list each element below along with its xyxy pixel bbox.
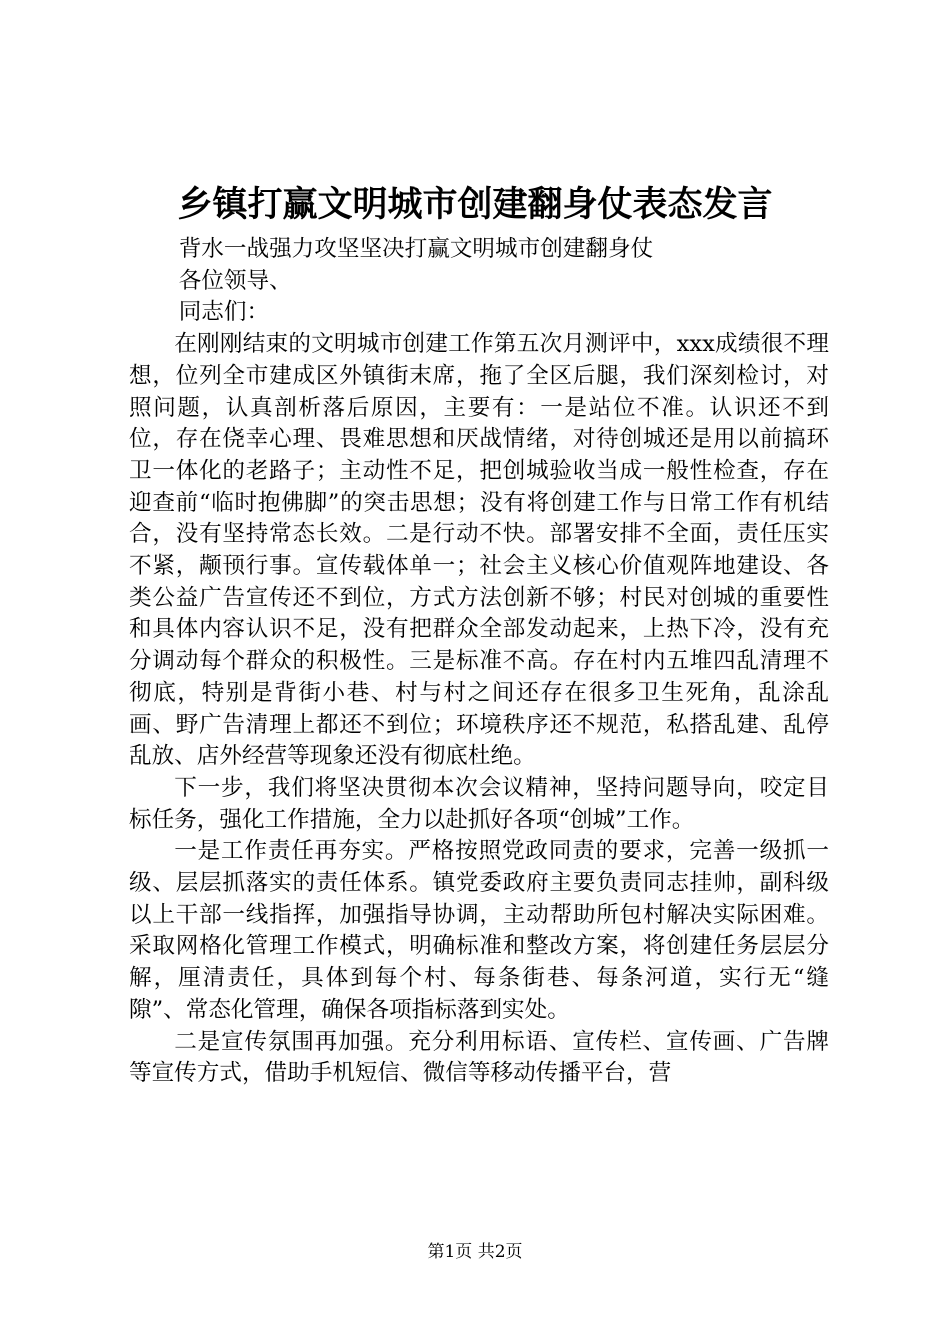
paragraph-self-review: 在刚刚结束的文明城市创建工作第五次月测评中，xxx成绩很不理想，位列全市建成区外镇街末席，拖了全区后腿，我们深刻检讨，对照问题，认真剖析落后原因，主要有：一是站位不准。认识还不到位，存在侥幸心理、畏难思想和厌战情绪，对待创城还是用以前搞环卫一体化的老路子；主动性不足，把创城验收当成一般性检查，存在迎查前“临时抱佛脚”的突击思想；没有将创建工作与日常工作有机结合，没有坚持常态长效。二是行动不快。部署安排不全面，责任压实不紧，颟顸行事。宣传载体单一；社会主义核心价值观阵地建设、各类公益广告宣传还不到位，方式方法创新不够；村民对创城的重要性和具体内容认识不足，没有把群众全部发动起来，上热下冷，没有充分调动每个群众的积极性。三是标准不高。存在村内五堆四乱清理不彻底，特别是背街小巷、村与村之间还存在很多卫生死角，乱涂乱画、野广告清理上都还不到位；环境秩序还不规范，私搭乱建、乱停乱放、店外经营等现象还没有彻底杜绝。 bbox=[129, 331, 829, 770]
paragraph-next-steps: 下一步，我们将坚决贯彻本次会议精神，坚持问题导向，咬定目标任务，强化工作措施，全力以赴抓好各项“创城”工作。 bbox=[129, 774, 829, 833]
subtitle: 背水一战强力攻坚坚决打赢文明城市创建翻身仗 bbox=[178, 236, 654, 262]
page-number: 第1页 共2页 bbox=[427, 1242, 523, 1262]
page-footer bbox=[0, 1240, 950, 1264]
page-title: 乡镇打赢文明城市创建翻身仗表态发言 bbox=[177, 184, 773, 225]
paragraph-publicity: 二是宣传氛围再加强。充分利用标语、宣传栏、宣传画、广告牌等宣传方式，借助手机短信、微信等移动传播平台，营 bbox=[129, 1028, 829, 1087]
salutation-leaders: 各位领导、 bbox=[178, 267, 292, 294]
salutation-comrades: 同志们： bbox=[178, 299, 270, 326]
document-body bbox=[129, 234, 829, 1090]
paragraph-responsibility: 一是工作责任再夯实。严格按照党政同责的要求，完善一级抓一级、层层抓落实的责任体系。镇党委政府主要负责同志挂帅，副科级以上干部一线指挥，加强指导协调，主动帮助所包村解决实际困难。采取网格化管理工作模式，明确标准和整改方案，将创建任务层层分解，厘清责任，具体到每个村、每条街巷、每条河道，实行无“缝隙”、常态化管理，确保各项指标落到实处。 bbox=[129, 838, 829, 1023]
